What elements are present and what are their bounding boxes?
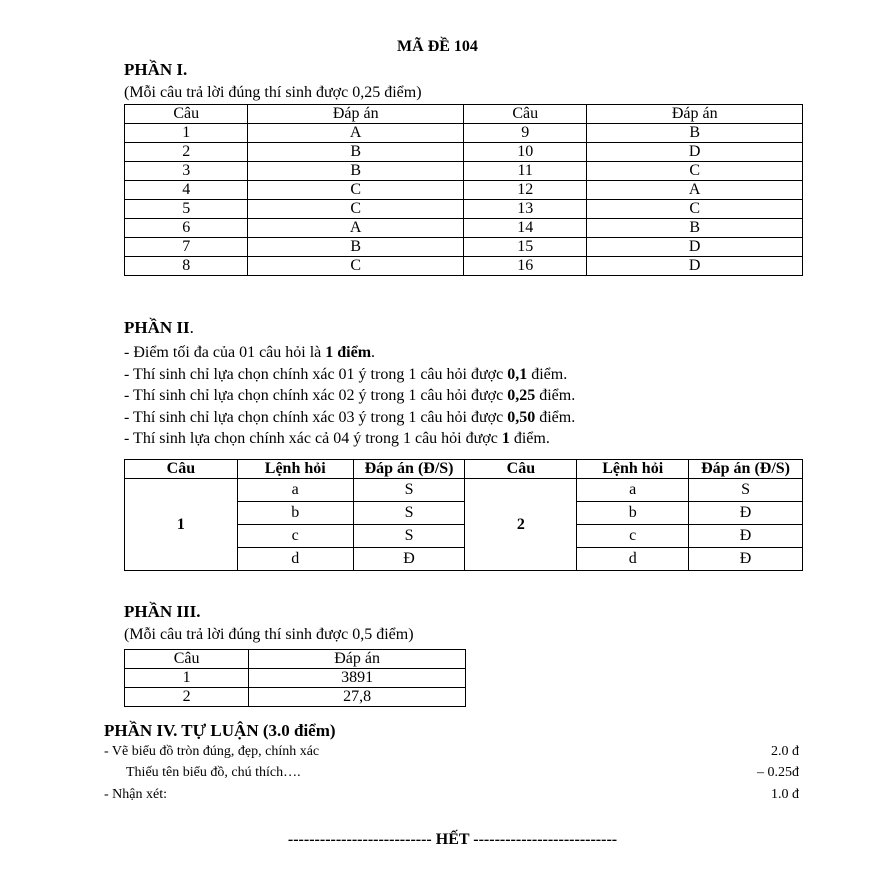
part1-cell: A xyxy=(248,219,464,238)
part1-header-cell: Đáp án xyxy=(248,105,464,124)
rule-text: - Thí sinh chỉ lựa chọn chính xác 02 ý trong 1 câu hỏi được xyxy=(124,387,508,404)
statement-label: c xyxy=(237,525,353,548)
part1-cell: D xyxy=(587,257,803,276)
part3-cell: 27,8 xyxy=(249,688,466,707)
part3-cell: 3891 xyxy=(249,669,466,688)
part3-cell: 2 xyxy=(125,688,249,707)
part2-header-cell: Lệnh hỏi xyxy=(237,460,353,479)
part3-note: (Mỗi câu trả lời đúng thí sinh được 0,5 điểm) xyxy=(124,626,414,643)
part2-rule-line xyxy=(124,409,575,431)
part3-heading: PHẦN III. xyxy=(124,602,201,621)
part1-cell: 14 xyxy=(463,219,586,238)
table-row xyxy=(125,200,803,219)
rule-suffix: điểm. xyxy=(527,365,568,383)
part1-cell: 2 xyxy=(125,143,248,162)
part2-rule-line xyxy=(124,344,575,366)
part1-cell: C xyxy=(587,200,803,219)
statement-label: b xyxy=(577,502,689,525)
part1-cell: C xyxy=(248,200,464,219)
table-row xyxy=(125,238,803,257)
part1-cell: 15 xyxy=(463,238,586,257)
part2-rule-line xyxy=(124,387,575,409)
rule-suffix: điểm. xyxy=(535,408,576,426)
table-row xyxy=(125,669,466,688)
part1-cell: 12 xyxy=(463,181,586,200)
end-marker: --------------------------- HẾT --------------------------- xyxy=(287,831,618,848)
part1-cell: 3 xyxy=(125,162,248,181)
part1-cell: B xyxy=(587,219,803,238)
rule-suffix: điểm. xyxy=(509,430,550,447)
part1-cell: 11 xyxy=(463,162,586,181)
part3-header-cell: Đáp án xyxy=(249,650,466,669)
statement-label: a xyxy=(237,479,353,502)
rule-value: 0,1 xyxy=(507,365,528,383)
part4-item-2-score: – 0.25đ xyxy=(757,765,799,780)
part2-header-cell: Đáp án (Đ/S) xyxy=(689,460,803,479)
statement-label: d xyxy=(577,548,689,571)
statement-answer: Đ xyxy=(689,502,803,525)
statement-answer: Đ xyxy=(689,548,803,571)
table-row xyxy=(125,257,803,276)
rule-text: - Thí sinh chỉ lựa chọn chính xác 03 ý trong 1 câu hỏi được xyxy=(124,408,508,426)
part3-header-cell: Câu xyxy=(125,650,249,669)
table-row xyxy=(125,181,803,200)
part1-header-cell: Câu xyxy=(463,105,586,124)
part2-heading xyxy=(124,318,194,338)
rule-suffix: . xyxy=(371,344,376,361)
part1-header-cell: Đáp án xyxy=(587,105,803,124)
part1-cell: 13 xyxy=(463,200,586,219)
statement-label: c xyxy=(577,525,689,548)
statement-answer: S xyxy=(353,525,465,548)
part1-cell: C xyxy=(587,162,803,181)
rule-value: 0,50 xyxy=(507,408,536,426)
table-row xyxy=(125,124,803,143)
rule-value: 1 điểm xyxy=(325,344,372,361)
part4-item-3-score: 1.0 đ xyxy=(771,787,799,802)
statement-answer: Đ xyxy=(689,525,803,548)
part1-cell: 10 xyxy=(463,143,586,162)
rule-text: - Điểm tối đa của 01 câu hỏi là xyxy=(124,344,326,361)
part1-cell: B xyxy=(587,124,803,143)
rule-suffix: điểm. xyxy=(535,387,576,404)
part1-cell: B xyxy=(248,162,464,181)
table-row xyxy=(125,219,803,238)
part1-cell: D xyxy=(587,238,803,257)
part4-item-1-score: 2.0 đ xyxy=(771,744,799,759)
part1-cell: A xyxy=(248,124,464,143)
part1-cell: B xyxy=(248,143,464,162)
part2-rules xyxy=(124,344,575,452)
part1-cell: D xyxy=(587,143,803,162)
part1-answer-table xyxy=(124,104,803,276)
question-number: 1 xyxy=(125,479,238,571)
part2-header-cell: Câu xyxy=(125,460,238,479)
part1-cell: B xyxy=(248,238,464,257)
part2-heading-text: PHẦN II xyxy=(124,318,190,337)
part3-cell: 1 xyxy=(125,669,249,688)
part1-cell: A xyxy=(587,181,803,200)
question-number: 2 xyxy=(465,479,577,571)
part2-rule-line xyxy=(124,366,575,388)
statement-answer: S xyxy=(689,479,803,502)
statement-label: d xyxy=(237,548,353,571)
part1-header-cell: Câu xyxy=(125,105,248,124)
part4-item-2-text: Thiếu tên biểu đồ, chú thích…. xyxy=(126,765,301,780)
part4-item-3-text: - Nhận xét: xyxy=(104,787,167,802)
rule-text: - Thí sinh lựa chọn chính xác cả 04 ý trong 1 câu hỏi được xyxy=(124,430,502,447)
exam-code-title: MÃ ĐỀ 104 xyxy=(397,38,478,55)
part2-heading-dot: . xyxy=(189,318,194,337)
part4-item-1-text: - Vẽ biểu đồ tròn đúng, đẹp, chính xác xyxy=(104,744,320,759)
part2-answer-table xyxy=(124,459,803,571)
part2-header-cell: Lệnh hỏi xyxy=(577,460,689,479)
part2-rule-line xyxy=(124,430,575,452)
part1-cell: 16 xyxy=(463,257,586,276)
table-row xyxy=(125,479,803,502)
statement-label: a xyxy=(577,479,689,502)
part2-header-cell: Đáp án (Đ/S) xyxy=(353,460,465,479)
part1-cell: 9 xyxy=(463,124,586,143)
statement-answer: Đ xyxy=(353,548,465,571)
part1-cell: 1 xyxy=(125,124,248,143)
part1-cell: 5 xyxy=(125,200,248,219)
statement-answer: S xyxy=(353,502,465,525)
part1-cell: 7 xyxy=(125,238,248,257)
table-row xyxy=(125,688,466,707)
part1-cell: C xyxy=(248,257,464,276)
part1-cell: 4 xyxy=(125,181,248,200)
part1-cell: 8 xyxy=(125,257,248,276)
part1-heading: PHẦN I. xyxy=(124,60,188,79)
rule-value: 0,25 xyxy=(507,387,536,404)
part4-heading: PHẦN IV. TỰ LUẬN (3.0 điểm) xyxy=(104,721,336,740)
part1-cell: 6 xyxy=(125,219,248,238)
part2-header-cell: Câu xyxy=(465,460,577,479)
statement-answer: S xyxy=(353,479,465,502)
table-row xyxy=(125,143,803,162)
statement-label: b xyxy=(237,502,353,525)
part1-note: (Mỗi câu trả lời đúng thí sinh được 0,25 điểm) xyxy=(124,84,422,101)
rule-text: - Thí sinh chỉ lựa chọn chính xác 01 ý trong 1 câu hỏi được xyxy=(124,365,508,383)
part3-answer-table xyxy=(124,649,466,707)
rule-value: 1 xyxy=(501,430,510,447)
table-row xyxy=(125,162,803,181)
part1-cell: C xyxy=(248,181,464,200)
